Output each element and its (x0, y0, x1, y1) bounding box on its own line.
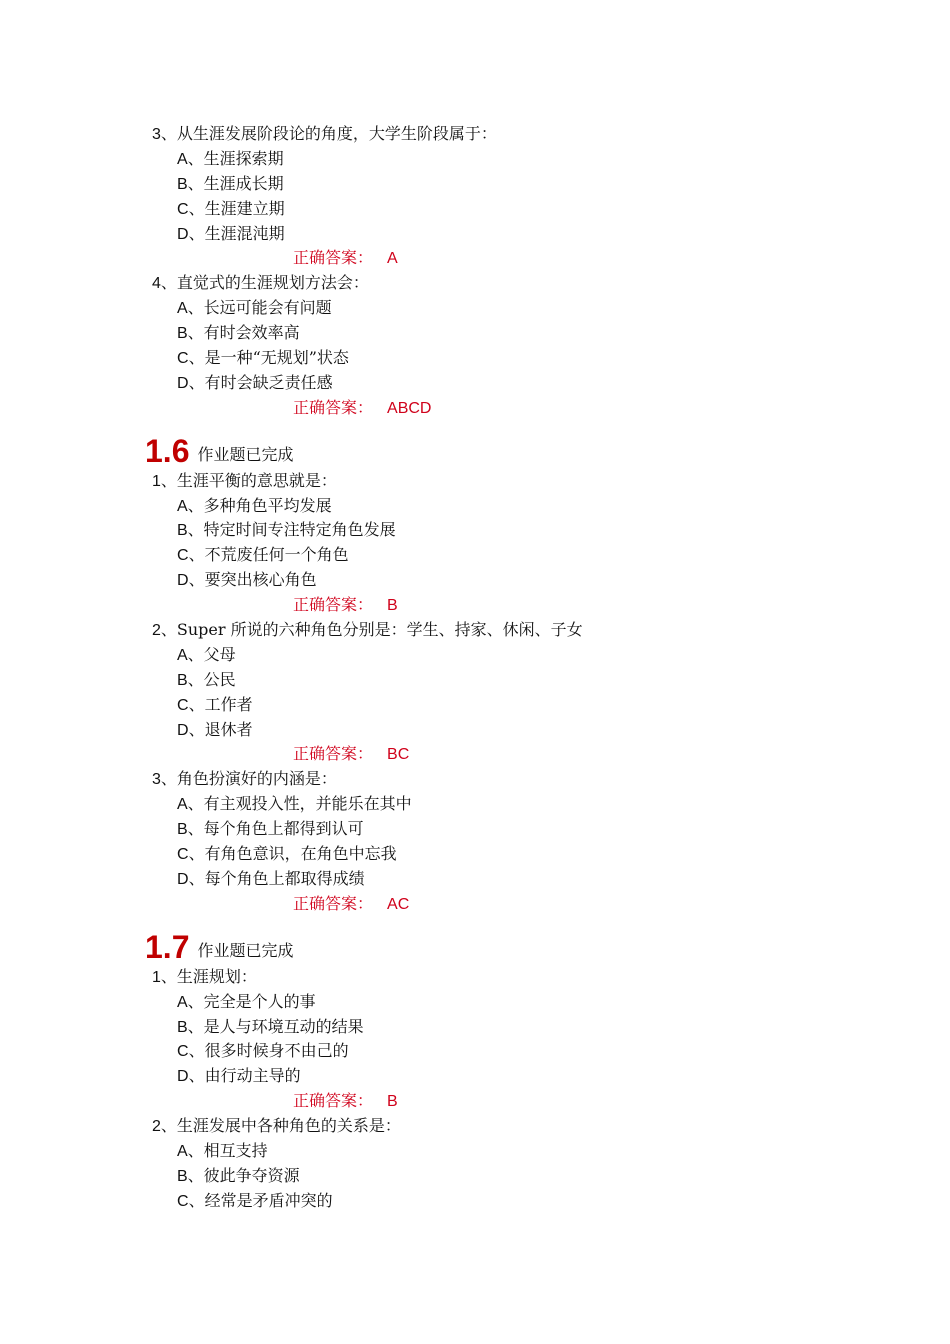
question-text: 、直觉式的生涯规划方法会： (160, 273, 369, 293)
option-text: 、有主观投入性，并能乐在其中 (187, 794, 412, 814)
option-line (0, 222, 950, 247)
answer-value: A (387, 250, 398, 268)
option-letter: B (177, 325, 188, 343)
answer-value: B (387, 1093, 398, 1111)
option-letter: A (177, 796, 188, 814)
answer-label: 正确答案： (293, 248, 374, 268)
option-letter: B (177, 175, 188, 193)
option-line (0, 197, 950, 222)
question-line (0, 618, 950, 643)
document-page (0, 122, 950, 1214)
question-number: 3 (152, 126, 161, 143)
answer-line (0, 593, 950, 618)
option-letter: A (177, 300, 188, 318)
option-letter: A (177, 646, 188, 664)
option-line (0, 321, 950, 346)
question-number: 2 (152, 622, 161, 640)
answer-label: 正确答案： (293, 397, 374, 417)
question-line (0, 1114, 950, 1139)
section-heading (0, 421, 950, 469)
option-line (0, 371, 950, 396)
option-line (0, 792, 950, 817)
option-text: 、完全是个人的事 (187, 991, 316, 1011)
option-letter: B (177, 821, 188, 839)
option-letter: B (177, 1018, 188, 1036)
option-text: 、生涯成长期 (187, 173, 284, 193)
option-letter: C (177, 846, 189, 864)
answer-value: ABCD (387, 399, 432, 417)
answer-value: BC (387, 746, 410, 764)
option-letter: A (177, 150, 188, 168)
option-line (0, 518, 950, 543)
answer-value: B (387, 597, 398, 615)
option-text: 、要突出核心角色 (188, 570, 317, 590)
question-line (0, 271, 950, 296)
option-letter: C (177, 1043, 189, 1061)
question-number: 4 (152, 275, 161, 293)
option-line (0, 693, 950, 718)
option-letter: A (177, 993, 188, 1011)
question-number: 2 (152, 1118, 161, 1136)
option-line (0, 1064, 950, 1089)
option-line (0, 1139, 950, 1164)
option-letter: B (177, 1167, 188, 1185)
answer-label: 正确答案： (293, 893, 374, 913)
option-text: 、有角色意识，在角色中忘我 (188, 844, 397, 864)
option-letter: D (177, 721, 189, 739)
option-letter: C (177, 200, 189, 218)
option-line (0, 296, 950, 321)
option-text: 、有时会缺乏责任感 (188, 372, 333, 392)
option-letter: D (177, 374, 189, 392)
section-number: 1.7 (145, 928, 190, 965)
option-letter: B (177, 522, 188, 540)
section-heading (0, 917, 950, 965)
option-text: 、退休者 (188, 719, 253, 739)
option-text: 、是人与环境互动的结果 (187, 1016, 364, 1036)
option-text: 、公民 (187, 669, 236, 689)
option-line (0, 543, 950, 568)
question-line (0, 122, 950, 147)
answer-line (0, 742, 950, 767)
option-text: 、是一种“无规划”状态 (188, 348, 349, 368)
option-letter: C (177, 350, 189, 368)
question-line (0, 965, 950, 990)
option-letter: C (177, 696, 189, 714)
answer-value: AC (387, 895, 410, 913)
option-line (0, 1039, 950, 1064)
option-letter: D (177, 572, 189, 590)
option-letter: A (177, 497, 188, 515)
question-text: 、从生涯发展阶段论的角度，大学生阶段属于： (160, 124, 497, 143)
answer-label: 正确答案： (293, 744, 374, 764)
question-line (0, 469, 950, 494)
option-text: 、彼此争夺资源 (187, 1165, 300, 1185)
answer-label: 正确答案： (293, 595, 374, 615)
option-line (0, 817, 950, 842)
option-letter: D (177, 1068, 189, 1086)
option-line (0, 172, 950, 197)
option-line (0, 568, 950, 593)
section-title: 作业题已完成 (197, 444, 294, 464)
option-text: 、生涯探索期 (187, 148, 284, 168)
answer-line (0, 246, 950, 271)
section-number: 1.6 (145, 432, 190, 469)
option-line (0, 643, 950, 668)
option-line (0, 346, 950, 371)
answer-line (0, 1089, 950, 1114)
option-text: 、相互支持 (187, 1140, 268, 1160)
option-text: 、每个角色上都取得成绩 (188, 868, 365, 888)
option-text: 、不荒废任何一个角色 (188, 545, 349, 565)
option-text: 、有时会效率高 (187, 323, 300, 343)
answer-label: 正确答案： (293, 1091, 374, 1111)
option-line (0, 1164, 950, 1189)
option-text: 、每个角色上都得到认可 (187, 819, 364, 839)
option-line (0, 668, 950, 693)
question-text: 、生涯发展中各种角色的关系是： (160, 1116, 401, 1136)
option-line (0, 990, 950, 1015)
question-line (0, 767, 950, 792)
option-line (0, 494, 950, 519)
option-letter: C (177, 1192, 189, 1210)
section-title: 作业题已完成 (197, 940, 294, 960)
option-text: 、生涯混沌期 (188, 223, 285, 243)
option-line (0, 842, 950, 867)
option-text: 、生涯建立期 (188, 198, 285, 218)
question-number: 1 (152, 472, 161, 490)
option-text: 、由行动主导的 (188, 1066, 301, 1086)
option-letter: D (177, 870, 189, 888)
option-letter: B (177, 671, 188, 689)
question-number: 1 (152, 968, 161, 986)
option-line (0, 147, 950, 172)
question-text: 、Super 所说的六种角色分别是：学生、持家、休闲、子女 (160, 620, 583, 640)
option-text: 、父母 (187, 644, 236, 664)
option-text: 、工作者 (188, 694, 253, 714)
option-text: 、特定时间专注特定角色发展 (187, 520, 396, 540)
question-number: 3 (152, 771, 161, 789)
question-text: 、生涯规划： (160, 966, 257, 986)
answer-line (0, 892, 950, 917)
option-letter: C (177, 547, 189, 565)
question-text: 、角色扮演好的内涵是： (160, 769, 337, 789)
option-line (0, 867, 950, 892)
option-line (0, 718, 950, 743)
option-text: 、多种角色平均发展 (187, 495, 332, 515)
option-line (0, 1015, 950, 1040)
option-text: 、很多时候身不由己的 (188, 1041, 349, 1061)
question-text: 、生涯平衡的意思就是： (160, 470, 337, 490)
option-letter: D (177, 225, 189, 243)
answer-line (0, 396, 950, 421)
option-letter: A (177, 1142, 188, 1160)
option-text: 、经常是矛盾冲突的 (188, 1190, 333, 1210)
option-text: 、长远可能会有问题 (187, 298, 332, 318)
option-line (0, 1189, 950, 1214)
